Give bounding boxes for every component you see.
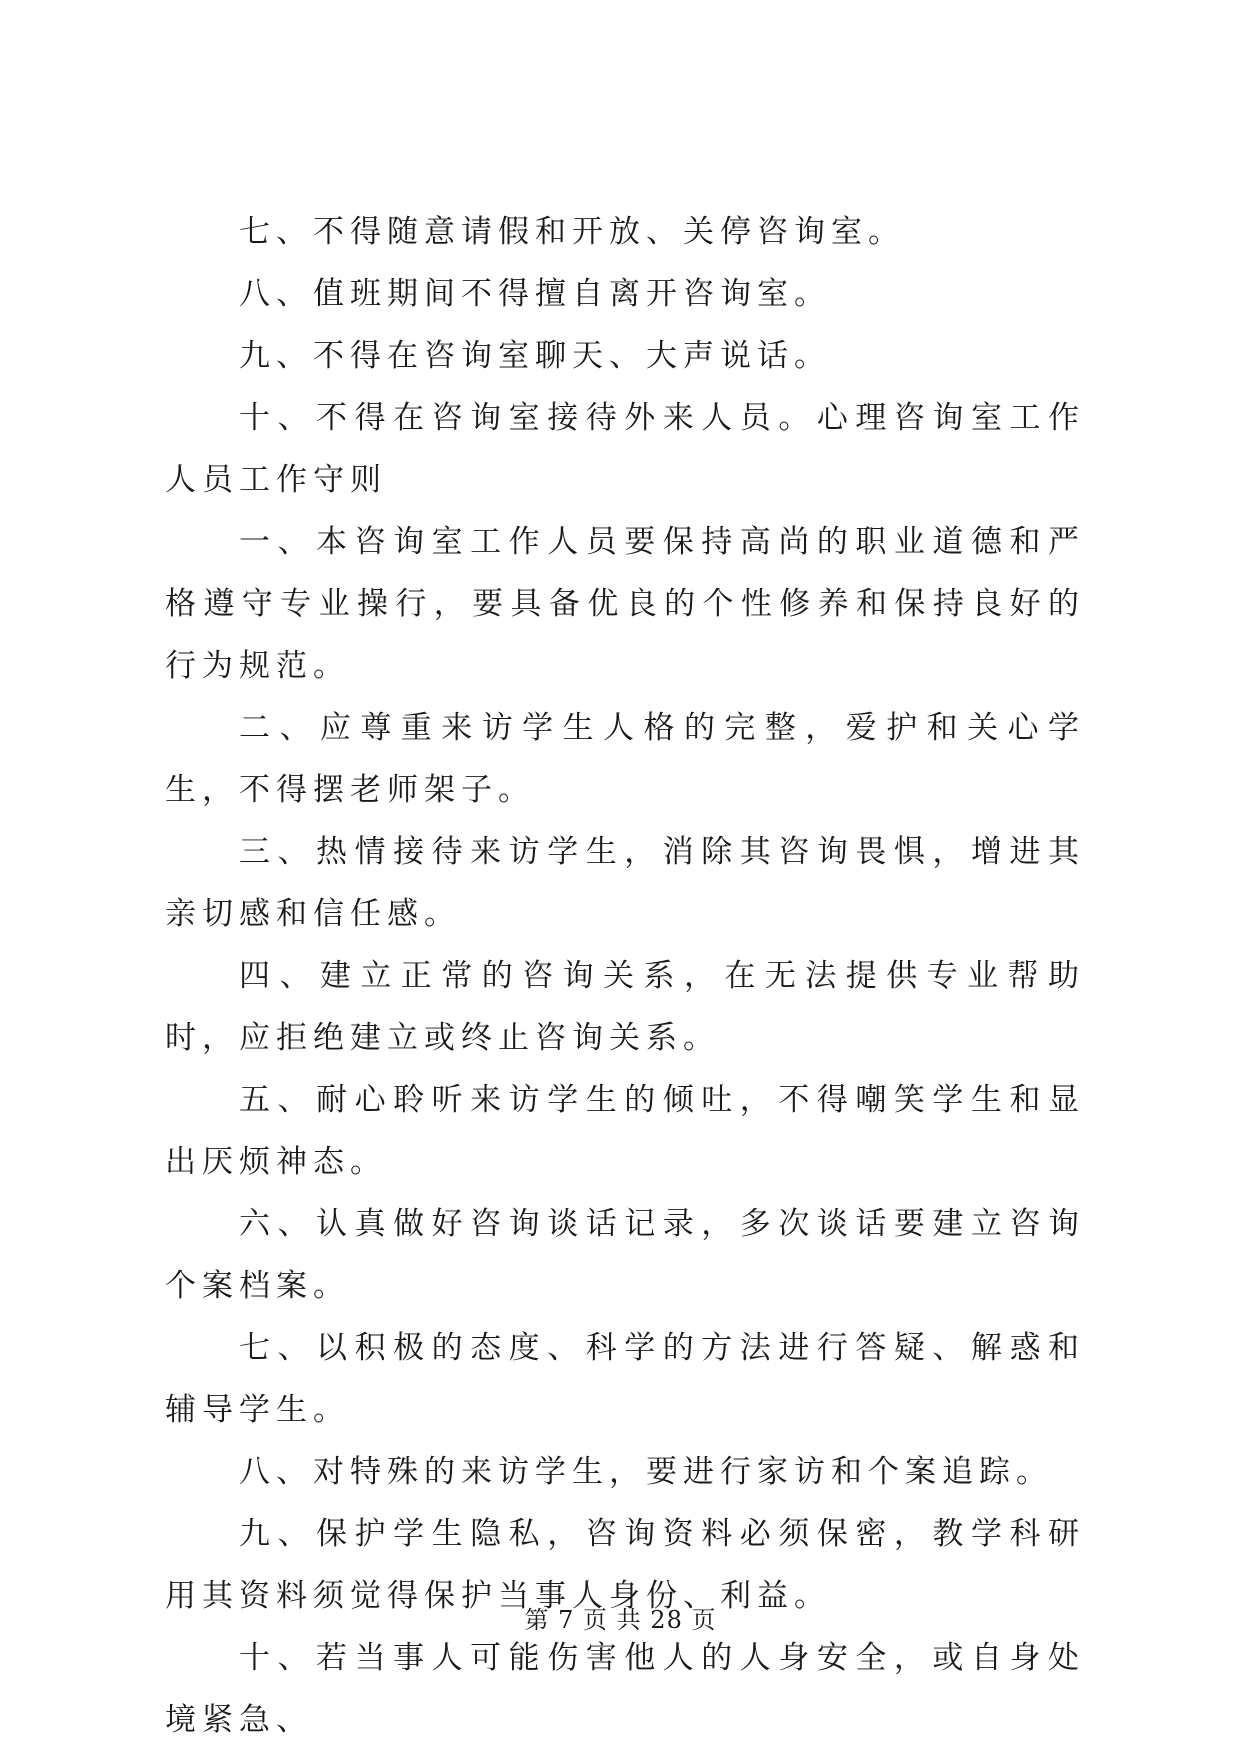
paragraph: 一、本咨询室工作人员要保持高尚的职业道德和严格遵守专业操行，要具备优良的个性修养和保持良好的行为规范。	[165, 524, 1085, 684]
paragraph: 九、不得在咨询室聊天、大声说话。	[239, 338, 831, 374]
paragraph: 八、对特殊的来访学生，要进行家访和个案追踪。	[239, 1454, 1053, 1490]
page-number-footer: 第 7 页 共 28 页	[524, 1606, 717, 1634]
paragraph: 二、应尊重来访学生人格的完整，爱护和关心学生，不得摆老师架子。	[165, 710, 1085, 808]
paragraph: 七、以积极的态度、科学的方法进行答疑、解惑和辅导学生。	[165, 1330, 1085, 1428]
paragraph: 三、热情接待来访学生，消除其咨询畏惧，增进其亲切感和信任感。	[165, 834, 1085, 932]
paragraph: 十、若当事人可能伤害他人的人身安全，或自身处境紧急、	[165, 1640, 1085, 1738]
document-body	[165, 201, 1085, 1751]
paragraph: 七、不得随意请假和开放、关停咨询室。	[239, 214, 905, 250]
paragraph: 九、保护学生隐私，咨询资料必须保密，教学科研用其资料须觉得保护当事人身份、利益。	[165, 1516, 1085, 1614]
paragraph: 六、认真做好咨询谈话记录，多次谈话要建立咨询个案档案。	[165, 1206, 1085, 1304]
paragraph: 五、耐心聆听来访学生的倾吐，不得嘲笑学生和显出厌烦神态。	[165, 1082, 1085, 1180]
paragraph: 八、值班期间不得擅自离开咨询室。	[239, 276, 831, 312]
paragraph: 十、不得在咨询室接待外来人员。心理咨询室工作人员工作守则	[165, 400, 1085, 498]
paragraph: 四、建立正常的咨询关系，在无法提供专业帮助时，应拒绝建立或终止咨询关系。	[165, 958, 1085, 1056]
